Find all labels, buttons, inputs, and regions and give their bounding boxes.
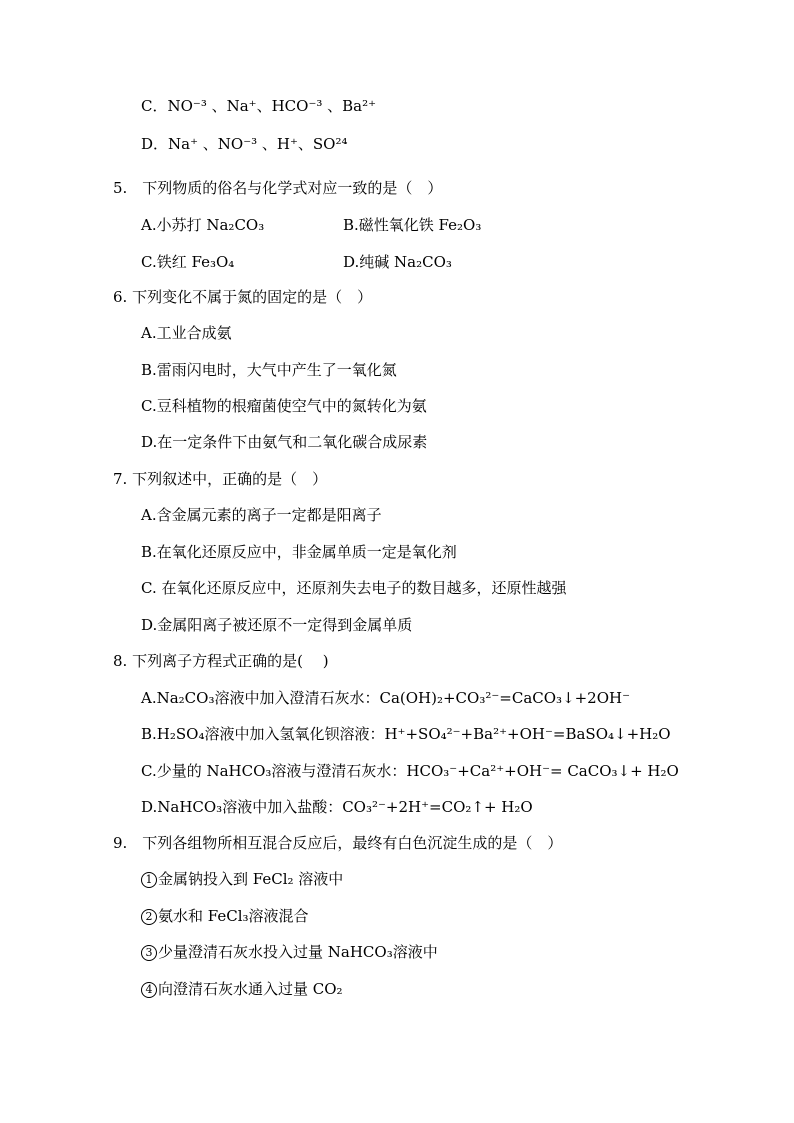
question-7-option-d: D.金属阳离子被还原不一定得到金属单质 [141,616,413,634]
circled-number-4: 4 [141,982,157,998]
option-c-text: C．NO⁻³ 、Na⁺、HCO⁻³ 、Ba²⁺ [141,97,377,115]
option-d-text: D．Na⁺ 、NO⁻³ 、H⁺、SO²⁴ [141,135,348,153]
question-5-option-c: C.铁红 Fe₃O₄ [141,253,235,271]
question-6-option-d: D.在一定条件下由氨气和二氧化碳合成尿素 [141,433,428,451]
question-5-stem: 5. 下列物质的俗名与化学式对应一致的是（ ） [113,179,443,197]
question-9-item-4 [141,979,343,999]
question-9-item-1-text: 金属钠投入到 FeCl₂ 溶液中 [158,870,344,888]
question-5-option-a: A.小苏打 Na₂CO₃ [141,216,265,234]
question-8-option-d: D.NaHCO₃溶液中加入盐酸：CO₃²⁻+2H⁺=CO₂↑+ H₂O [141,798,533,816]
question-9-item-2-text: 氨水和 FeCl₃溶液混合 [158,907,309,925]
question-9-item-2 [141,906,309,926]
question-7-option-c: C. 在氧化还原反应中，还原剂失去电子的数目越多，还原性越强 [141,579,567,597]
question-9-stem: 9. 下列各组物所相互混合反应后，最终有白色沉淀生成的是（ ） [113,834,563,852]
question-6-option-c: C.豆科植物的根瘤菌使空气中的氮转化为氨 [141,397,427,415]
question-9-item-3-text: 少量澄清石灰水投入过量 NaHCO₃溶液中 [158,943,438,961]
question-6-option-a: A.工业合成氨 [141,324,232,342]
question-7-stem: 7. 下列叙述中，正确的是（ ） [113,470,328,488]
circled-number-1: 1 [141,872,157,888]
question-6-option-b: B.雷雨闪电时，大气中产生了一氧化氮 [141,361,397,379]
question-9-item-4-text: 向澄清石灰水通入过量 CO₂ [158,980,343,998]
circled-number-3: 3 [141,945,157,961]
question-8-option-a: A.Na₂CO₃溶液中加入澄清石灰水：Ca(OH)₂+CO₃²⁻=CaCO₃↓+2OH⁻ [141,689,631,707]
question-8-option-b: B.H₂SO₄溶液中加入氢氧化钡溶液：H⁺+SO₄²⁻+Ba²⁺+OH⁻=BaSO₄↓+H₂O [141,725,671,743]
option-d-ions [141,134,348,154]
question-7-option-a: A.含金属元素的离子一定都是阳离子 [141,506,382,524]
question-9-item-3 [141,942,438,962]
question-6-stem: 6. 下列变化不属于氮的固定的是（ ） [113,288,373,306]
question-8-option-c: C.少量的 NaHCO₃溶液与澄清石灰水：HCO₃⁻+Ca²⁺+OH⁻= CaCO₃↓+ H₂O [141,762,679,780]
question-5-option-b: B.磁性氧化铁 Fe₂O₃ [343,216,482,234]
question-7-option-b: B.在氧化还原反应中，非金属单质一定是氧化剂 [141,543,457,561]
question-8-stem: 8. 下列离子方程式正确的是( ) [113,652,329,670]
question-9-item-1 [141,869,343,889]
question-5-option-d: D.纯碱 Na₂CO₃ [343,253,452,271]
option-c-ions [141,96,376,116]
circled-number-2: 2 [141,909,157,925]
